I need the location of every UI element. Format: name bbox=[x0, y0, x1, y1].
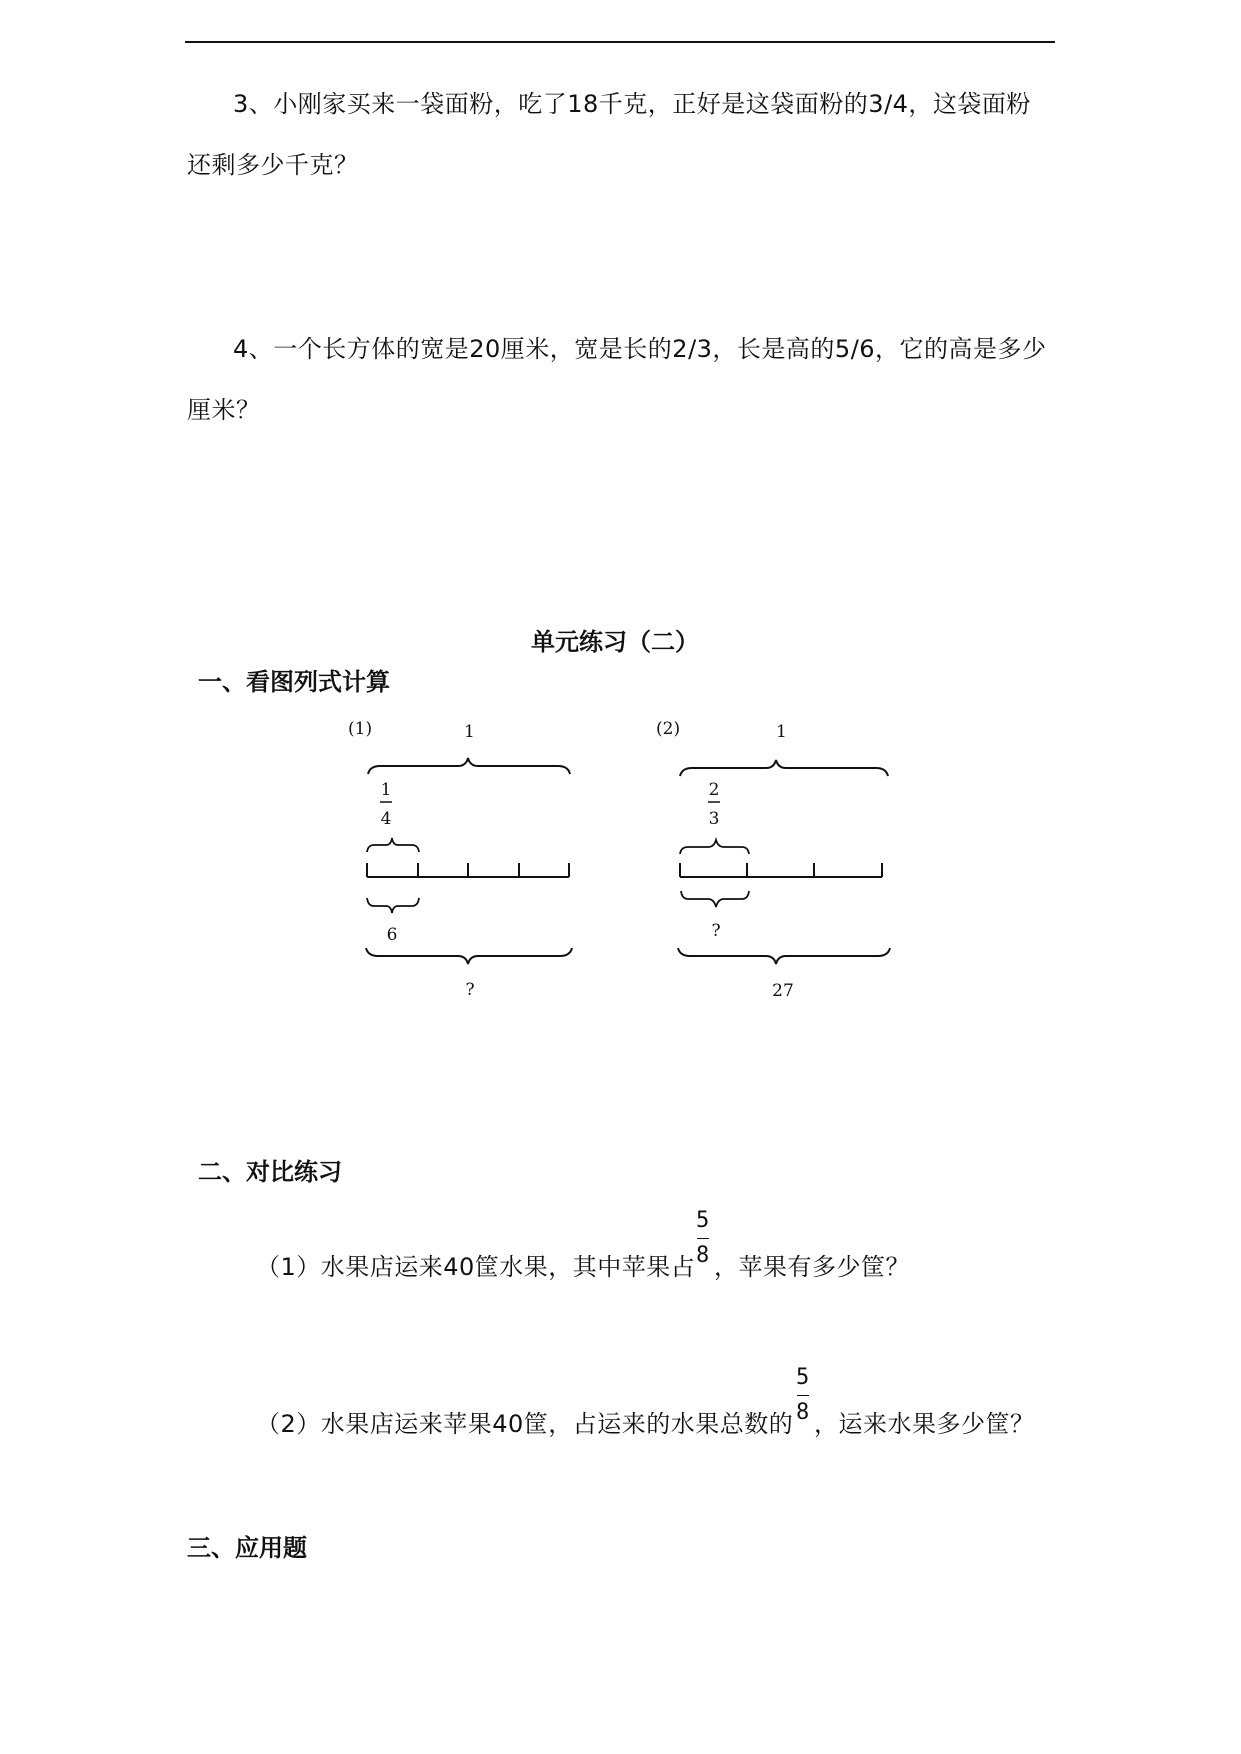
part-brace-top bbox=[680, 840, 749, 854]
unit-title: 单元练习（二） bbox=[531, 628, 699, 656]
diagram-1-label: (1) bbox=[348, 719, 373, 739]
whole-brace-top bbox=[680, 760, 888, 776]
comparison-item-1-prefix: （1）水果店运来40筐水果，其中苹果占 bbox=[256, 1253, 696, 1281]
numerator: 5 bbox=[796, 1365, 810, 1390]
diagram-2-label: (2) bbox=[656, 719, 681, 739]
problem-4-line1: 4、一个长方体的宽是20厘米，宽是长的2/3，长是高的5/6，它的高是多少 bbox=[233, 335, 1047, 363]
problem-3-line1: 3、小刚家买来一袋面粉，吃了18千克，正好是这袋面粉的3/4，这袋面粉 bbox=[233, 90, 1031, 118]
comparison-item-2-suffix: ，运来水果多少筐？ bbox=[814, 1410, 1035, 1438]
denominator: 8 bbox=[696, 1243, 710, 1268]
diagram-2-whole-label: 1 bbox=[776, 722, 787, 742]
part-brace-bottom bbox=[367, 898, 419, 913]
section1-heading: 一、看图列式计算 bbox=[198, 668, 390, 696]
diagram-1-numerator: 1 bbox=[380, 780, 392, 800]
comparison-item-1-suffix: ，苹果有多少筐？ bbox=[714, 1253, 910, 1281]
whole-brace-top bbox=[368, 758, 570, 774]
problem-3-line2: 还剩多少千克？ bbox=[187, 151, 359, 179]
comparison-item-1-fraction bbox=[696, 1210, 709, 1267]
problem-4-line2: 厘米？ bbox=[187, 396, 261, 424]
diagram-2-numerator: 2 bbox=[708, 780, 720, 800]
comparison-item-2-fraction bbox=[796, 1367, 809, 1424]
diagram-1-total-value: ? bbox=[465, 980, 475, 1000]
diagram-1 bbox=[340, 710, 600, 1010]
diagram-1-denominator: 4 bbox=[380, 809, 392, 829]
whole-brace-bottom bbox=[678, 948, 890, 964]
section3-heading: 三、应用题 bbox=[187, 1534, 307, 1562]
diagram-2 bbox=[650, 710, 910, 1010]
part-brace-bottom bbox=[681, 891, 749, 907]
diagram-2-denominator: 3 bbox=[708, 809, 720, 829]
part-brace-top bbox=[367, 838, 419, 852]
diagram-1-whole-label: 1 bbox=[464, 722, 475, 742]
section2-heading: 二、对比练习 bbox=[198, 1158, 342, 1186]
numerator: 5 bbox=[696, 1208, 710, 1233]
comparison-item-2-prefix: （2）水果店运来苹果40筐，占运来的水果总数的 bbox=[256, 1410, 794, 1438]
whole-brace-bottom bbox=[366, 948, 572, 964]
diagram-2-total-value: 27 bbox=[772, 981, 794, 1001]
header-rule bbox=[185, 41, 1055, 43]
diagram-1-part-value: 6 bbox=[386, 925, 398, 945]
denominator: 8 bbox=[796, 1400, 810, 1425]
diagram-2-part-value: ? bbox=[711, 921, 721, 941]
